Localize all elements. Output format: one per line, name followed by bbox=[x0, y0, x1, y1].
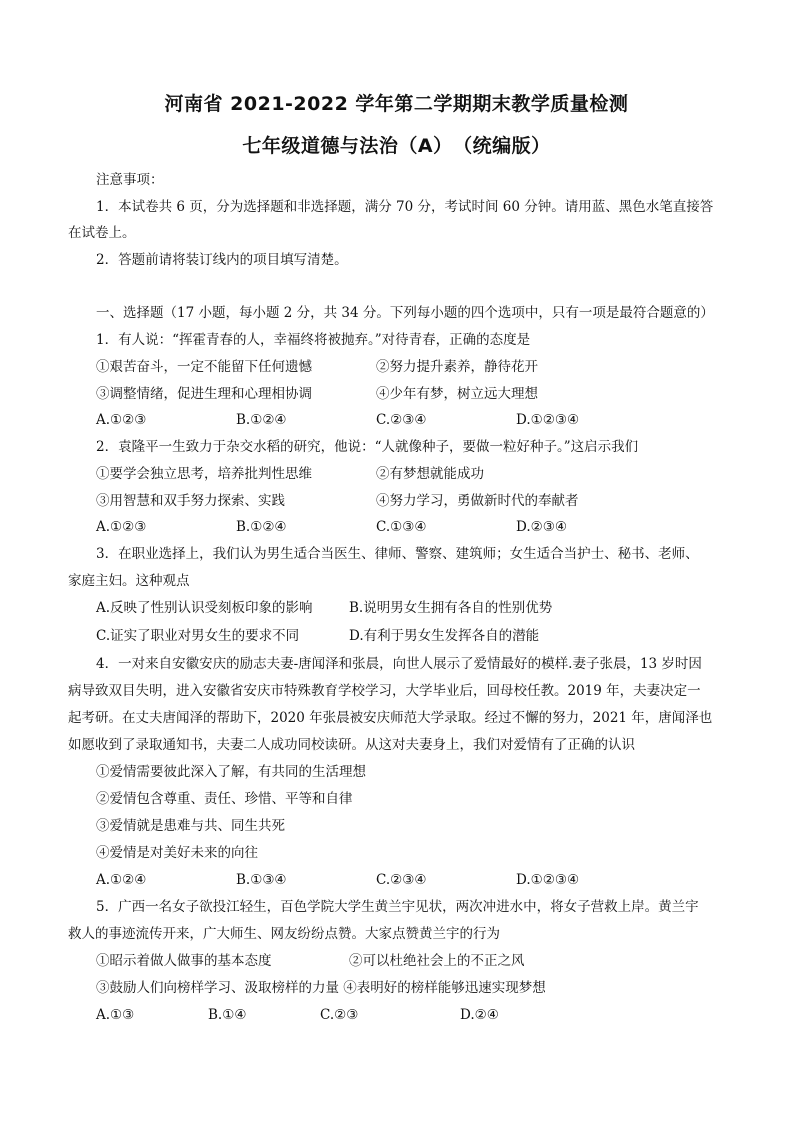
question-5-line-1: 5．广西一名女子欲投江轻生，百色学院大学生黄兰宇见状，两次冲进水中，将女子营救上岸。黄兰宇 bbox=[96, 899, 699, 915]
q1-option-b[interactable]: B.①②④ bbox=[236, 412, 287, 428]
q1-statement-3: ③调整情绪，促进生理和心理相协调 bbox=[96, 386, 312, 402]
q1-statement-1: ①艰苦奋斗，一定不能留下任何遗憾 bbox=[96, 359, 312, 375]
exam-title: 河南省 2021-2022 学年第二学期期末教学质量检测 bbox=[164, 93, 629, 115]
question-4-line-2: 病导致双目失明，进入安徽省安庆市特殊教育学校学习，大学毕业后，回母校任教。2019 年，夫妻决定一 bbox=[68, 683, 701, 699]
question-1-stem: 1．有人说：“挥霍青春的人，幸福终将被抛弃。”对待青春，正确的态度是 bbox=[96, 332, 531, 348]
q4-statement-2: ②爱情包含尊重、责任、珍惜、平等和自律 bbox=[96, 791, 353, 807]
notice-item-1-cont: 在试卷上。 bbox=[68, 225, 136, 241]
notice-item-1: 1．本试卷共 6 页，分为选择题和非选择题，满分 70 分，考试时间 60 分钟。请用蓝、黑色水笔直接答 bbox=[96, 199, 714, 215]
question-4-line-4: 如愿收到了录取通知书，夫妻二人成功同校读研。从这对夫妻身上，我们对爱情有了正确的认识 bbox=[68, 737, 635, 753]
q5-option-a[interactable]: A.①③ bbox=[96, 1007, 135, 1023]
q1-option-c[interactable]: C.②③④ bbox=[376, 412, 427, 428]
q3-option-d[interactable]: D.有利于男女生发挥各自的潜能 bbox=[349, 628, 540, 644]
q2-statement-4: ④努力学习，勇做新时代的奉献者 bbox=[376, 493, 579, 509]
q1-statement-4: ④少年有梦，树立远大理想 bbox=[376, 386, 538, 402]
notice-item-2: 2．答题前请将装订线内的项目填写清楚。 bbox=[96, 252, 348, 268]
q2-option-d[interactable]: D.②③④ bbox=[516, 519, 567, 535]
q2-statement-3: ③用智慧和双手努力探索、实践 bbox=[96, 493, 285, 509]
q5-statement-3-4: ③鼓励人们向榜样学习、汲取榜样的力量 ④表明好的榜样能够迅速实现梦想 bbox=[96, 980, 546, 996]
question-4-line-3: 起考研。在丈夫唐闻泽的帮助下，2020 年张晨被安庆师范大学录取。经过不懈的努力，2021 年，唐闻泽也 bbox=[68, 710, 713, 726]
q3-option-b[interactable]: B.说明男女生拥有各自的性别优势 bbox=[349, 600, 553, 616]
q4-statement-1: ①爱情需要彼此深入了解，有共同的生活理想 bbox=[96, 764, 366, 780]
q5-option-d[interactable]: D.②④ bbox=[460, 1007, 499, 1023]
q1-option-d[interactable]: D.①②③④ bbox=[516, 412, 580, 428]
q5-option-c[interactable]: C.②③ bbox=[320, 1007, 359, 1023]
question-3-stem-cont: 家庭主妇。这种观点 bbox=[68, 573, 190, 589]
question-2-stem: 2．袁隆平一生致力于杂交水稻的研究，他说：“人就像种子，要做一粒好种子。”这启示我们 bbox=[96, 439, 639, 455]
q4-option-a[interactable]: A.①②④ bbox=[96, 872, 147, 888]
q2-option-a[interactable]: A.①②③ bbox=[96, 519, 147, 535]
q5-statement-1: ①昭示着做人做事的基本态度 bbox=[96, 953, 272, 969]
question-5-line-2: 救人的事迹流传开来，广大师生、网友纷纷点赞。大家点赞黄兰宇的行为 bbox=[68, 926, 500, 942]
q2-option-b[interactable]: B.①②④ bbox=[236, 519, 287, 535]
q1-option-a[interactable]: A.①②③ bbox=[96, 412, 147, 428]
q4-statement-4: ④爱情是对美好未来的向往 bbox=[96, 845, 258, 861]
q3-option-c[interactable]: C.证实了职业对男女生的要求不同 bbox=[96, 628, 300, 644]
q4-option-d[interactable]: D.①②③④ bbox=[516, 872, 580, 888]
section-heading: 一、选择题（17 小题，每小题 2 分，共 34 分。下列每小题的四个选项中，只有一项是最符合题意的） bbox=[96, 305, 714, 321]
q2-statement-2: ②有梦想就能成功 bbox=[376, 466, 484, 482]
q4-option-c[interactable]: C.②③④ bbox=[376, 872, 427, 888]
q2-statement-1: ①要学会独立思考，培养批判性思维 bbox=[96, 466, 312, 482]
q1-statement-2: ②努力提升素养，静待花开 bbox=[376, 359, 538, 375]
q2-option-c[interactable]: C.①③④ bbox=[376, 519, 427, 535]
q5-option-b[interactable]: B.①④ bbox=[208, 1007, 247, 1023]
q5-statement-2: ②可以杜绝社会上的不正之风 bbox=[349, 953, 525, 969]
question-3-stem: 3．在职业选择上，我们认为男生适合当医生、律师、警察、建筑师；女生适合当护士、秘书、老师、 bbox=[96, 546, 699, 562]
q4-option-b[interactable]: B.①③④ bbox=[236, 872, 287, 888]
notice-heading: 注意事项： bbox=[96, 172, 164, 188]
question-4-line-1: 4．一对来自安徽安庆的励志夫妻-唐闻泽和张晨，向世人展示了爱情最好的模样.妻子张晨，13 岁时因 bbox=[96, 656, 702, 672]
q3-option-a[interactable]: A.反映了性别认识受刻板印象的影响 bbox=[96, 600, 313, 616]
exam-subtitle: 七年级道德与法治（A） （统编版） bbox=[242, 135, 551, 157]
q4-statement-3: ③爱情就是患难与共、同生共死 bbox=[96, 818, 285, 834]
